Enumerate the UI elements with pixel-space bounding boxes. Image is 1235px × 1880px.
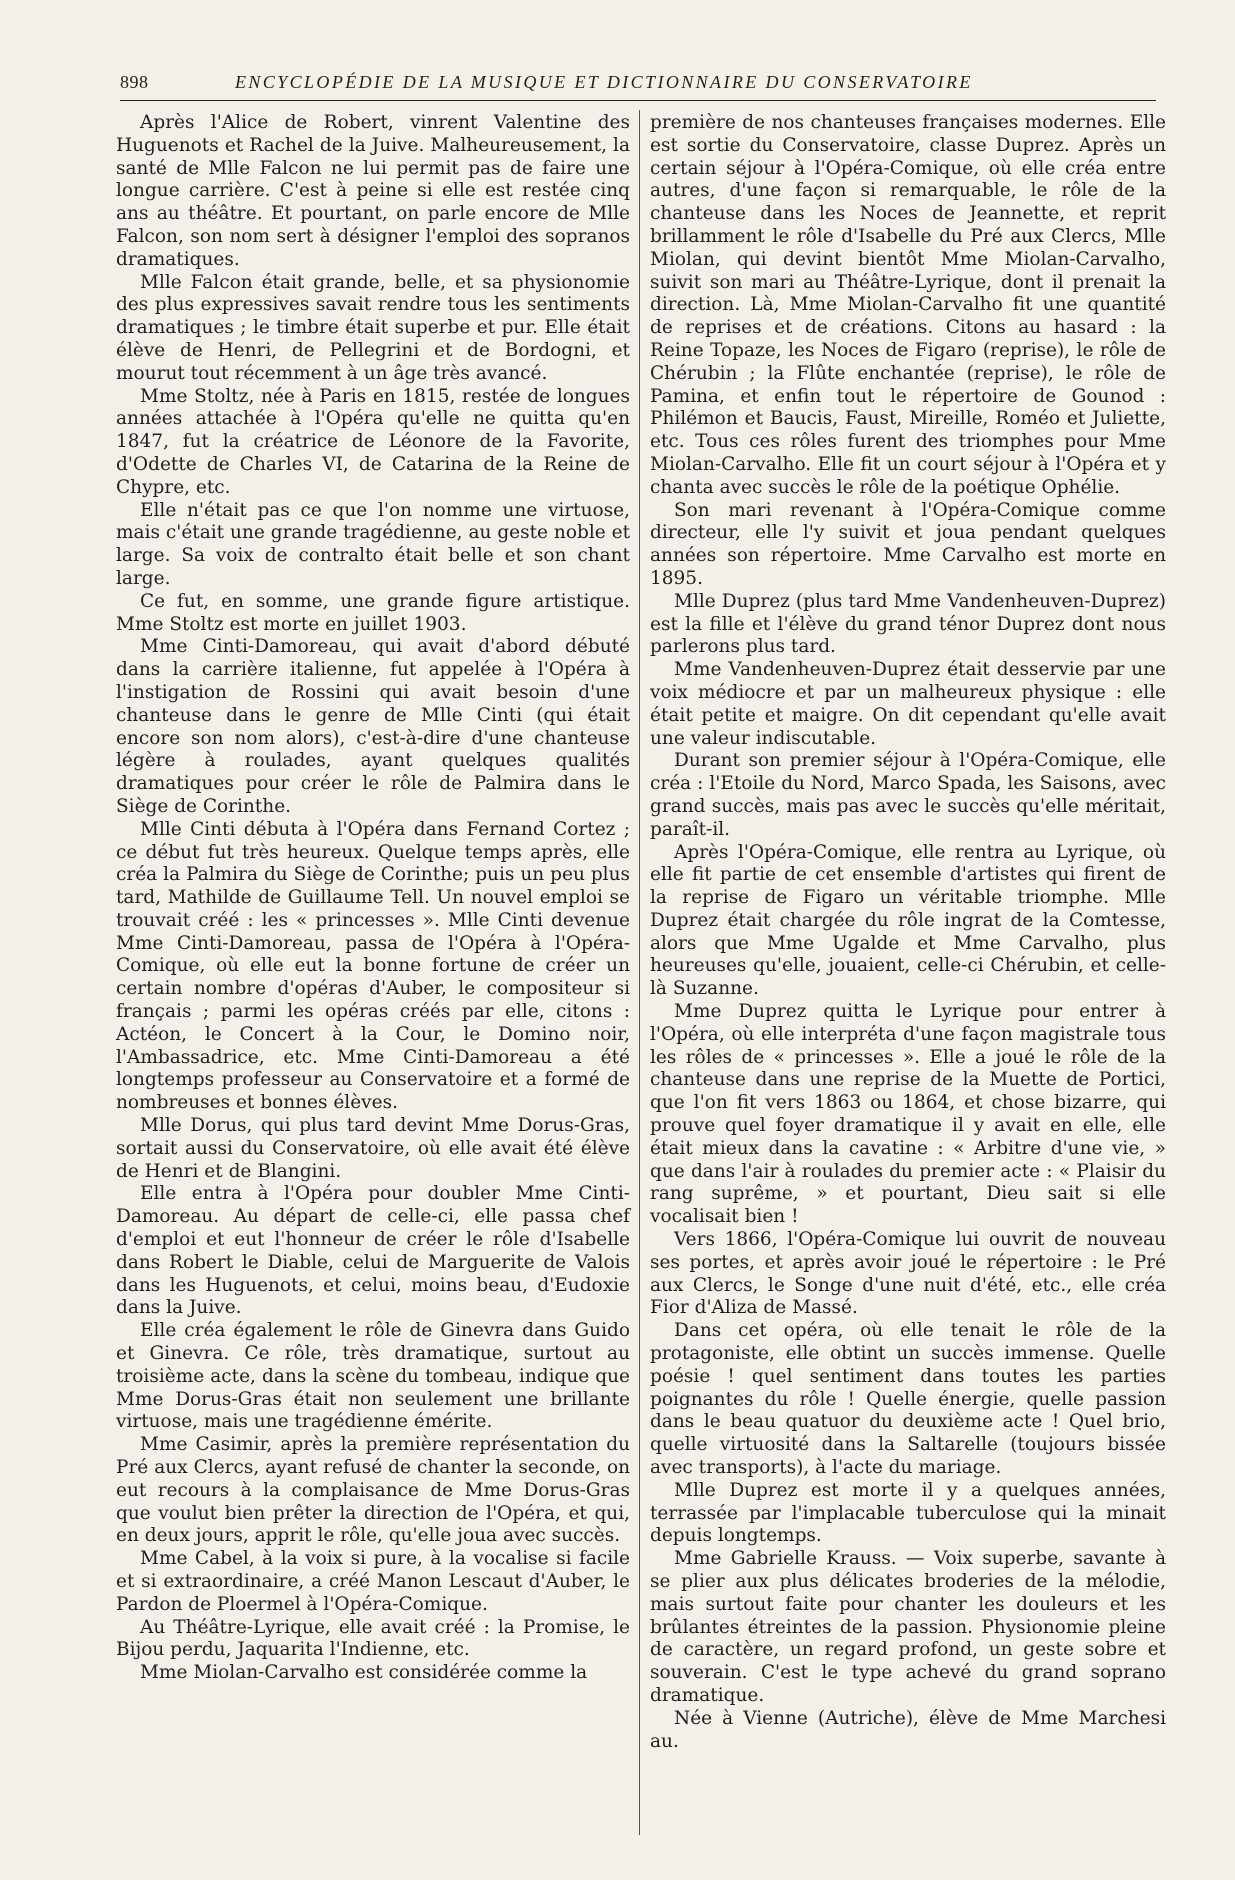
paragraph: Mme Gabrielle Krauss. — Voix superbe, savante à se plier aux plus délicates broderies de la mélodie, mais surtout faite pour chanter les douleurs et les brûlantes étreintes de la passion. Physionomie pleine de caractère, un regard profond, un geste sobre et souverain. C'est le type achevé du grand soprano dramatique. (650, 1548, 1166, 1706)
column-divider (639, 110, 640, 1835)
paragraph: Dans cet opéra, où elle tenait le rôle de la protagoniste, elle obtint un succès immense. Quelle poésie ! quel sentiment dans toutes les parties poignantes du rôle ! Quelle énergie, quelle passion dans le beau quatuor du deuxième acte ! Quel brio, quelle virtuosité dans la Saltarelle (toujours bissée avec transports), à l'acte du mariage. (650, 1320, 1166, 1479)
paragraph: Vers 1866, l'Opéra-Comique lui ouvrit de nouveau ses portes, et après avoir joué le répertoire : le Pré aux Clercs, le Songe d'une nuit d'été, etc., elle créa Fior d'Aliza de Massé. (650, 1229, 1166, 1319)
paragraph: Elle entra à l'Opéra pour doubler Mme Cinti-Damoreau. Au départ de celle-ci, elle passa chef d'emploi et eut l'honneur de créer le rôle d'Isabelle dans Robert le Diable, celui de Marguerite de Valois dans les Huguenots, et celui, moins beau, d'Eudoxie dans la Juive. (116, 1183, 630, 1319)
page-header (120, 72, 1156, 101)
paragraph: Mme Duprez quitta le Lyrique pour entrer à l'Opéra, où elle interpréta d'une façon magistrale tous les rôles de « princesses ». Elle a joué le rôle de la chanteuse dans une reprise de la Muette de Portici, que l'on fit vers 1863 ou 1864, et chose bizarre, qui prouve quel foyer dramatique il y avait en elle, elle était mieux dans la cavatine : « Arbitre d'une vie, » que dans l'air à roulades du premier acte : « Plaisir du rang suprême, » et pourtant, Dieu sait si elle vocalisait bien ! (650, 1001, 1166, 1228)
paragraph: Mlle Duprez (plus tard Mme Vandenheuven-Duprez) est la fille et l'élève du grand ténor Duprez dont nous parlerons plus tard. (650, 590, 1166, 658)
paragraph: Mme Cinti-Damoreau, qui avait d'abord débuté dans la carrière italienne, fut appelée à l'Opéra à l'instigation de Rossini qui avait besoin d'une chanteuse dans le genre de Mlle Cinti (qui était encore son nom alors), c'est-à-dire d'une chanteuse légère à roulades, ayant quelques qualités dramatiques pour créer le rôle de Palmira dans le Siège de Corinthe. (116, 636, 630, 817)
paragraph: Durant son premier séjour à l'Opéra-Comique, elle créa : l'Etoile du Nord, Marco Spada, les Saisons, avec grand succès, mais pas avec le succès qu'elle méritait, paraît-il. (650, 750, 1166, 840)
paragraph: Après l'Opéra-Comique, elle rentra au Lyrique, où elle fit partie de cet ensemble d'artistes qui firent de la reprise de Figaro un véritable triomphe. Mlle Duprez était chargée du rôle ingrat de la Comtesse, alors que Mme Ugalde et Mme Carvalho, plus heureuses qu'elle, jouaient, celle-ci Chérubin, et celle-là Suzanne. (650, 841, 1166, 1000)
paragraph: Ce fut, en somme, une grande figure artistique. Mme Stoltz est morte en juillet 1903. (116, 590, 630, 635)
right-column (650, 112, 1166, 1753)
paragraph: Née à Vienne (Autriche), élève de Mme Marchesi au. (650, 1707, 1166, 1752)
page-number: 898 (120, 72, 149, 92)
paragraph: Après l'Alice de Robert, vinrent Valentine des Huguenots et Rachel de la Juive. Malheureusement, la santé de Mlle Falcon ne lui permit pas de faire une longue carrière. C'est à peine si elle est restée cinq ans au théâtre. Et pourtant, on parle encore de Mlle Falcon, son nom sert à désigner l'emploi des sopranos dramatiques. (116, 112, 630, 270)
paragraph: Elle créa également le rôle de Ginevra dans Guido et Ginevra. Ce rôle, très dramatique, surtout au troisième acte, dans la scène du tombeau, indique que Mme Dorus-Gras était non seulement une brillante virtuose, mais une tragédienne émérite. (116, 1320, 630, 1433)
paragraph: Mme Vandenheuven-Duprez était desservie par une voix médiocre et par un malheureux physique : elle était petite et maigre. On dit cependant qu'elle avait une valeur indiscutable. (650, 659, 1166, 749)
paragraph: Mme Stoltz, née à Paris en 1815, restée de longues années attachée à l'Opéra qu'elle ne quitta qu'en 1847, fut la créatrice de Léonore de la Favorite, d'Odette de Charles VI, de Catarina de la Reine de Chypre, etc. (116, 385, 630, 498)
paragraph: Elle n'était pas ce que l'on nomme une virtuose, mais c'était une grande tragédienne, au geste noble et large. Sa voix de contralto était belle et son chant large. (116, 499, 630, 589)
paragraph: première de nos chanteuses françaises modernes. Elle est sortie du Conservatoire, classe Duprez. Après un certain séjour à l'Opéra-Comique, où elle créa entre autres, d'une façon si remarquable, le rôle de la chanteuse dans les Noces de Jeannette, et reprit brillamment le rôle d'Isabelle du Pré aux Clercs, Mlle Miolan, qui devint bientôt Mme Miolan-Carvalho, suivit son mari au Théâtre-Lyrique, dont il prenait la direction. Là, Mme Miolan-Carvalho fit une quantité de reprises et de créations. Citons au hasard : la Reine Topaze, les Noces de Figaro (reprise), le rôle de Chérubin ; la Flûte enchantée (reprise), le rôle de Pamina, et enfin tout le répertoire de Gounod : Philémon et Baucis, Faust, Mireille, Roméo et Juliette, etc. Tous ces rôles furent des triomphes pour Mme Miolan-Carvalho. Elle fit un court séjour à l'Opéra et y chanta avec succès le rôle de la poétique Ophélie. (650, 112, 1166, 498)
left-column (116, 112, 630, 1685)
paragraph: Mlle Duprez est morte il y a quelques années, terrassée par l'implacable tuberculose qui la minait depuis longtemps. (650, 1479, 1166, 1547)
paragraph: Au Théâtre-Lyrique, elle avait créé : la Promise, le Bijou perdu, Jaquarita l'Indienne, etc. (116, 1616, 630, 1661)
paragraph: Mme Cabel, à la voix si pure, à la vocalise si facile et si extraordinaire, a créé Manon Lescaut d'Auber, le Pardon de Ploermel à l'Opéra-Comique. (116, 1548, 630, 1615)
paragraph: Mme Casimir, après la première représentation du Pré aux Clercs, ayant refusé de chanter la seconde, on eut recours à la complaisance de Mme Dorus-Gras que voulut bien prêter la direction de l'Opéra, et qui, en deux jours, apprit le rôle, qu'elle joua avec succès. (116, 1434, 630, 1547)
paragraph: Son mari revenant à l'Opéra-Comique comme directeur, elle l'y suivit et joua pendant quelques années son répertoire. Mme Carvalho est morte en 1895. (650, 499, 1166, 589)
paragraph: Mlle Falcon était grande, belle, et sa physionomie des plus expressives savait rendre tous les sentiments dramatiques ; le timbre était superbe et pur. Elle était élève de Henri, de Pellegrini et de Bordogni, et mourut tout récemment à un âge très avancé. (116, 271, 630, 384)
paragraph: Mme Miolan-Carvalho est considérée comme la (140, 1662, 588, 1684)
paragraph: Mlle Cinti débuta à l'Opéra dans Fernand Cortez ; ce début fut très heureux. Quelque temps après, elle créa la Palmira du Siège de Corinthe; puis un peu plus tard, Mathilde de Guillaume Tell. Un nouvel emploi se trouvait créé : les « princesses ». Mlle Cinti devenue Mme Cinti-Damoreau, passa de l'Opéra à l'Opéra-Comique, où elle eut la bonne fortune de créer un certain nombre d'opéras d'Auber, le compositeur si français ; parmi les opéras créés par elle, citons : Actéon, le Concert à la Cour, le Domino noir, l'Ambassadrice, etc. Mme Cinti-Damoreau a été longtemps professeur au Conservatoire et a formé de nombreuses et bonnes élèves. (116, 818, 630, 1114)
running-title: ENCYCLOPÉDIE DE LA MUSIQUE ET DICTIONNAIRE DU CONSERVATOIRE (235, 72, 973, 92)
paragraph: Mlle Dorus, qui plus tard devint Mme Dorus-Gras, sortait aussi du Conservatoire, où elle avait été élève de Henri et de Blangini. (116, 1115, 630, 1182)
